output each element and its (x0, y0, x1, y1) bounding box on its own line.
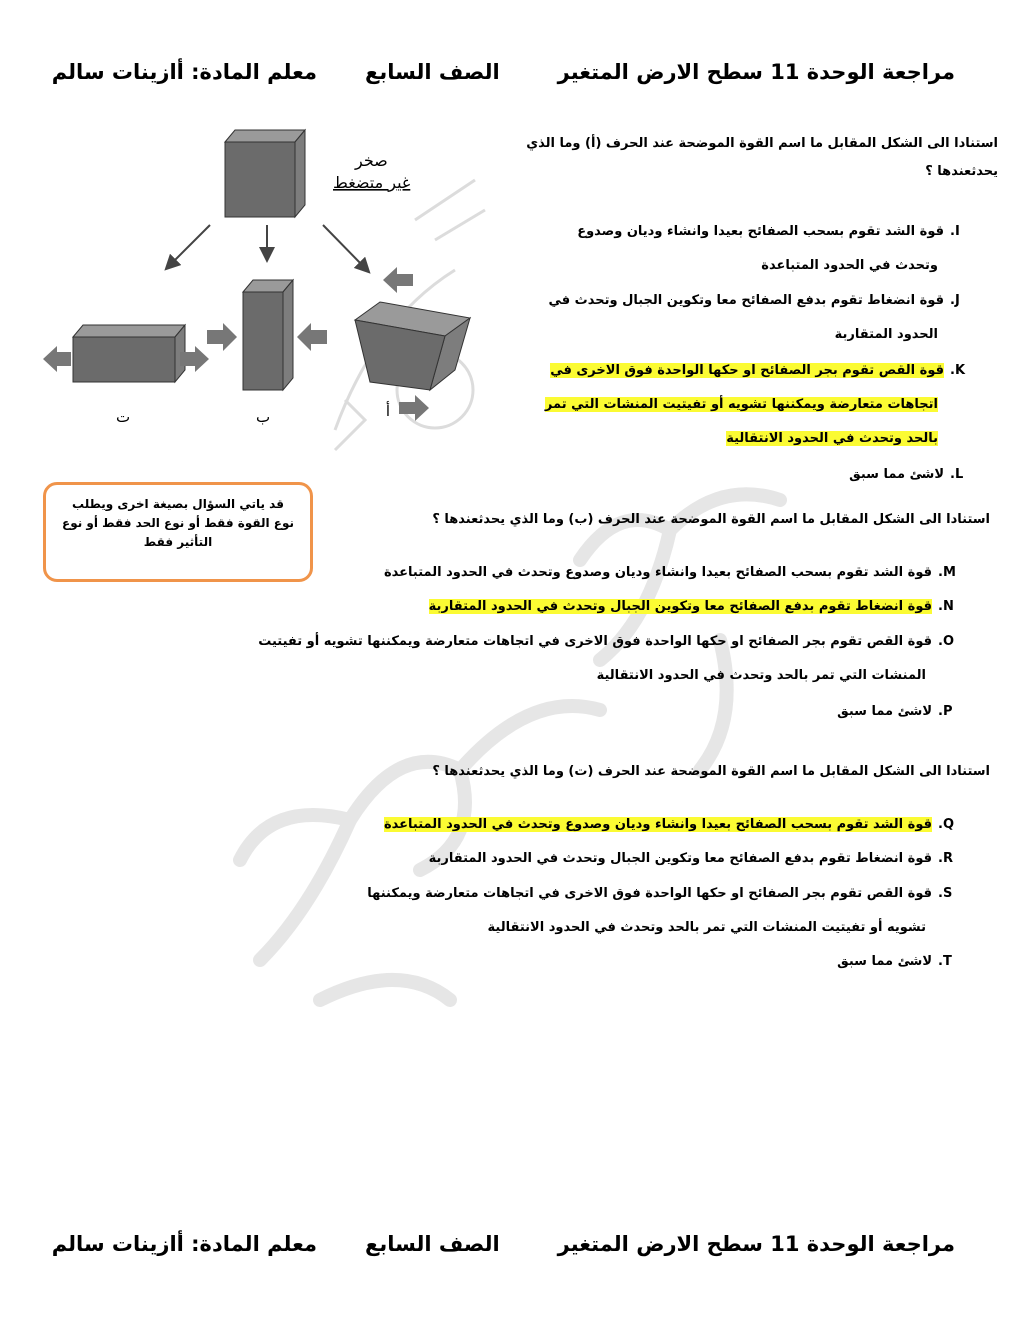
arrow-to-shear (323, 225, 365, 268)
option-text: الحدود المتقاربة (834, 327, 938, 342)
option-text-highlighted: قوة انضغاط تقوم بدفع الصفائح معا وتكوين الجبال وتحدث في الحدود المتقاربة (428, 599, 932, 614)
option-text: لاشئ مما سبق (837, 954, 932, 969)
option-J[interactable] (532, 284, 972, 352)
unit-title: مراجعة الوحدة 11 سطح الارض المتغير (557, 60, 955, 84)
question-1-line1: استنادا الى الشكل المقابل ما اسم القوة الموضحة عند الحرف (أ) وما الذي (526, 136, 998, 151)
stress-figure (35, 120, 495, 460)
option-letter: O. (938, 634, 955, 649)
label-b: ب (255, 408, 271, 426)
option-letter: L. (950, 467, 964, 482)
option-text: قوة انضغاط تقوم بدفع الصفائح معا وتكوين الجبال وتحدث في (548, 293, 944, 308)
option-text-highlighted: قوة الشد تقوم بسحب الصفائح بعيدا وانشاء وديان وصدوع وتحدث في الحدود المتباعدة (383, 817, 932, 832)
option-text: قوة الشد تقوم بسحب الصفائح بعيدا وانشاء وديان وصدوع (577, 224, 944, 239)
compression-arrow-left (207, 323, 237, 351)
option-O[interactable] (180, 625, 960, 693)
page-header-top (51, 60, 955, 84)
shear-arrow-top (383, 267, 413, 293)
teacher-label: معلم المادة: أازينات سالم (51, 60, 317, 84)
option-text: تشويه أو تفيتيت المنشات التي تمر بالحد وتحدث في الحدود الانتقالية (487, 920, 926, 935)
option-letter: I. (950, 224, 960, 239)
question-1-line2: يحدثعندها ؟ (925, 164, 998, 179)
question-1-prompt (518, 130, 998, 186)
unit-title-bottom: مراجعة الوحدة 11 سطح الارض المتغير (557, 1232, 955, 1256)
grade-label: الصف السابع (364, 60, 500, 84)
page-header-bottom (51, 1232, 955, 1256)
option-R[interactable] (240, 842, 960, 876)
tension-arrow-left (43, 346, 71, 372)
option-letter: Q. (938, 817, 955, 832)
tension-block (73, 325, 185, 382)
option-I[interactable] (532, 215, 972, 283)
option-text-highlighted: قوة القص تقوم بجر الصفائح او حكها الواحدة فوق الاخرى في (550, 363, 944, 378)
option-text: قوة الشد تقوم بسحب الصفائح بعيدا وانشاء وديان وصدوع وتحدث في الحدود المتباعدة (383, 565, 932, 580)
question-2-line1: استنادا الى الشكل المقابل ما اسم القوة الموضحة عند الحرف (ب) وما الذي يحدثعندها ؟ (432, 512, 990, 527)
option-text-highlighted: بالحد وتحدث في الحدود الانتقالية (726, 431, 938, 446)
option-K-correct[interactable] (502, 354, 972, 456)
option-letter: T. (938, 954, 952, 969)
option-letter: R. (938, 851, 953, 866)
shear-block (355, 302, 470, 390)
option-letter: P. (938, 704, 953, 719)
option-letter: N. (938, 599, 954, 614)
shear-arrow-bottom (399, 395, 429, 421)
teacher-label-bottom: معلم المادة: أازينات سالم (51, 1232, 317, 1256)
rock-label-line2: غير متضغط (333, 173, 411, 192)
question-2-prompt (350, 506, 990, 534)
option-text: قوة القص تقوم بجر الصفائح او حكها الواحدة فوق الاخرى في اتجاهات متعارضة ويمكننها تشويه أو تفيتيت (258, 634, 932, 649)
question-3-line1: استنادا الى الشكل المقابل ما اسم القوة الموضحة عند الحرف (ت) وما الذي يحدثعندها ؟ (432, 764, 990, 779)
option-text: وتحدث في الحدود المتباعدة (761, 258, 938, 273)
question-3-prompt (350, 758, 990, 786)
option-N-correct[interactable] (240, 590, 960, 624)
option-text: لاشئ مما سبق (849, 467, 944, 482)
option-L[interactable] (532, 458, 972, 492)
option-letter: K. (950, 363, 966, 378)
compression-arrow-right (297, 323, 327, 351)
rock-label-line1: صخر (355, 151, 388, 170)
option-text: قوة انضغاط تقوم بدفع الصفائح معا وتكوين الجبال وتحدث في الحدود المتقاربة (428, 851, 932, 866)
option-T[interactable] (240, 945, 960, 979)
option-letter: S. (938, 886, 953, 901)
option-text: المنشات التي تمر بالحد وتحدث في الحدود الانتقالية (596, 668, 926, 683)
option-M[interactable] (240, 556, 960, 590)
option-text: قوة القص تقوم بجر الصفائح او حكها الواحدة فوق الاخرى في اتجاهات متعارضة ويمكننها (367, 886, 932, 901)
option-Q-correct[interactable] (240, 808, 960, 842)
label-a: أ (385, 402, 391, 420)
label-t: ت (115, 408, 131, 426)
option-letter: J. (950, 293, 960, 308)
option-text-highlighted: اتجاهات متعارضة ويمكننها تشويه أو تفيتيت المنشات التي تمر (544, 397, 938, 412)
option-S[interactable] (240, 877, 960, 945)
option-letter: M. (938, 565, 956, 580)
grade-label-bottom: الصف السابع (364, 1232, 500, 1256)
option-text: لاشئ مما سبق (837, 704, 932, 719)
note-text: قد ياتي السؤال بصيغة اخرى ويطلب نوع القوة فقط أو نوع الحد فقط أو نوع التأثير فقط (62, 497, 294, 549)
arrow-to-tension (170, 225, 210, 265)
option-P[interactable] (240, 695, 960, 729)
unstressed-rock-block (225, 130, 305, 217)
compression-block (243, 280, 293, 390)
